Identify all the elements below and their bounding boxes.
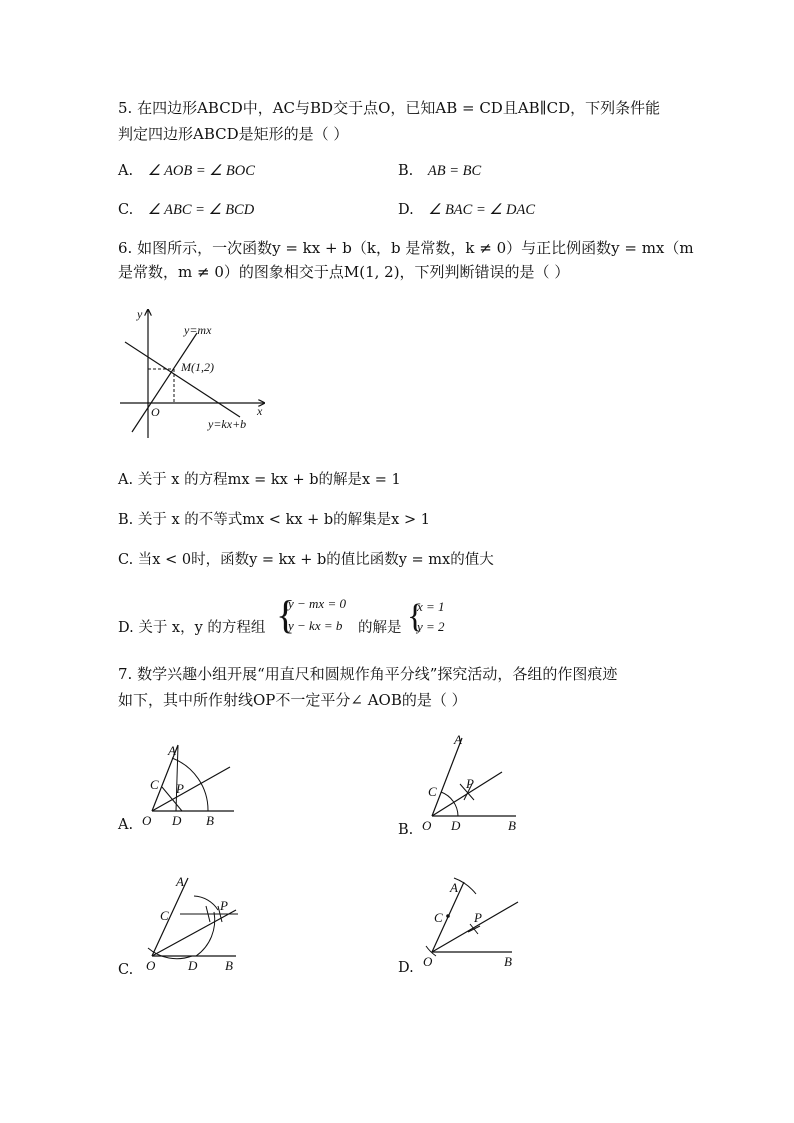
option-text: ∠ AOB = ∠ BOC bbox=[147, 163, 255, 179]
option-text: ∠ BAC = ∠ DAC bbox=[428, 202, 535, 218]
point-label-a: A bbox=[454, 732, 462, 747]
solution-y: y = 2 bbox=[417, 619, 445, 634]
construction-mark bbox=[432, 738, 462, 816]
option-label: D. bbox=[398, 960, 414, 976]
option-label: A. bbox=[118, 163, 134, 179]
point-label-d: D bbox=[451, 818, 461, 833]
point-label-a: A bbox=[176, 874, 184, 889]
option-label: C. bbox=[118, 962, 134, 978]
q7-option-a[interactable] bbox=[118, 735, 248, 835]
point-label-c: C bbox=[428, 784, 437, 799]
point-label-c: C bbox=[160, 908, 169, 923]
option-label: B. bbox=[398, 163, 414, 179]
system-brace: { bbox=[276, 592, 296, 637]
point-label-a: A bbox=[168, 743, 176, 758]
q5-option-b[interactable] bbox=[398, 161, 481, 181]
point-label-o: O bbox=[422, 818, 432, 833]
q7-figure-d bbox=[420, 870, 540, 975]
point-m-label: M(1,2) bbox=[181, 360, 214, 374]
q5-option-d[interactable] bbox=[398, 200, 535, 220]
point-label-p: P bbox=[466, 776, 474, 791]
construction-mark bbox=[446, 914, 450, 918]
point-label-o: O bbox=[146, 958, 156, 973]
q6-option-d[interactable] bbox=[118, 594, 498, 640]
q7-figure-a bbox=[138, 735, 248, 830]
line-y-kx-b bbox=[125, 342, 240, 417]
q5-option-c[interactable] bbox=[118, 200, 254, 220]
q5-stem-line1: 5. 在四边形ABCD中，AC与BD交于点O，已知AB = CD且AB∥CD，下列条件能 bbox=[118, 99, 661, 117]
q6-option-c[interactable]: C. 当x < 0时，函数y = kx + b的值比函数y = mx的值大 bbox=[118, 552, 494, 568]
q7-figure-b bbox=[420, 730, 540, 835]
point-label-b: B bbox=[225, 958, 233, 973]
system-eq2: y − kx = b bbox=[288, 618, 343, 633]
point-label-p: P bbox=[220, 898, 228, 913]
system-eq1: y − mx = 0 bbox=[288, 596, 346, 611]
option-d-middle: 的解是 bbox=[358, 620, 402, 636]
y-axis-label: y bbox=[137, 307, 143, 321]
q7-figure-c bbox=[140, 870, 265, 975]
q6-stem-line1: 6. 如图所示，一次函数y = kx + b（k，b 是常数，k ≠ 0）与正比例函数y = mx（m bbox=[118, 239, 694, 257]
q7-stem-line2: 如下，其中所作射线OP不一定平分∠ AOB的是（ ） bbox=[118, 691, 467, 709]
option-label: D. bbox=[398, 202, 414, 218]
construction-mark bbox=[441, 792, 458, 816]
construction-mark bbox=[152, 878, 188, 956]
origin-label: O bbox=[151, 405, 160, 419]
option-label: A. bbox=[118, 817, 134, 833]
point-label-p: P bbox=[176, 781, 184, 796]
line-y-kx-b-label: y=kx+b bbox=[208, 417, 247, 431]
construction-mark bbox=[196, 912, 215, 956]
point-label-b: B bbox=[504, 954, 512, 969]
point-label-d: D bbox=[172, 813, 182, 828]
q7-stem-line1: 7. 数学兴趣小组开展“用直尺和圆规作角平分线”探究活动，各组的作图痕迹 bbox=[118, 665, 618, 683]
q5-stem-line2: 判定四边形ABCD是矩形的是（ ） bbox=[118, 125, 349, 143]
q7-option-b[interactable] bbox=[398, 730, 538, 840]
q6-stem-line2: 是常数，m ≠ 0）的图象相交于点M(1, 2)，下列判断错误的是（ ） bbox=[118, 263, 570, 281]
point-label-c: C bbox=[150, 777, 159, 792]
solution-x: x = 1 bbox=[417, 599, 445, 614]
point-label-b: B bbox=[508, 818, 516, 833]
point-label-p: P bbox=[474, 910, 482, 925]
option-label: C. bbox=[118, 202, 134, 218]
option-text: AB = BC bbox=[427, 163, 482, 179]
x-axis-label: x bbox=[257, 404, 263, 418]
point-label-d: D bbox=[188, 958, 198, 973]
q6-option-a[interactable]: A. 关于 x 的方程mx = kx + b的解是x = 1 bbox=[118, 472, 401, 488]
option-text: ∠ ABC = ∠ BCD bbox=[147, 202, 255, 218]
option-label: B. bbox=[398, 822, 414, 838]
point-label-o: O bbox=[423, 954, 433, 969]
point-label-o: O bbox=[142, 813, 152, 828]
solution-brace: { bbox=[407, 598, 424, 635]
q7-option-c[interactable] bbox=[118, 870, 258, 980]
q6-function-graph bbox=[112, 300, 292, 445]
point-label-c: C bbox=[434, 910, 443, 925]
q7-option-d[interactable] bbox=[398, 870, 538, 980]
option-d-prefix: D. 关于 x，y 的方程组 bbox=[118, 620, 266, 636]
point-label-b: B bbox=[206, 813, 214, 828]
construction-mark bbox=[176, 745, 178, 811]
point-label-a: A bbox=[450, 880, 458, 895]
line-y-mx-label: y=mx bbox=[184, 323, 212, 337]
q5-option-a[interactable] bbox=[118, 161, 255, 181]
q6-option-b[interactable]: B. 关于 x 的不等式mx < kx + b的解集是x > 1 bbox=[118, 512, 430, 528]
